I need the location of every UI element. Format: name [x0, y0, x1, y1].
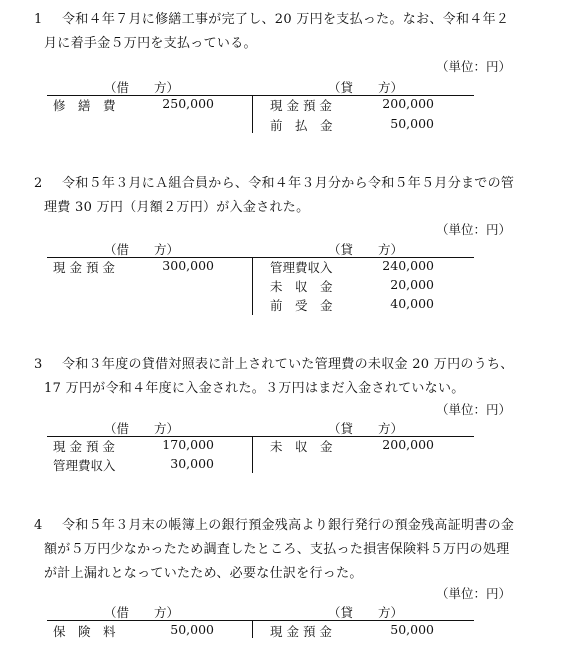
- question-number: 1: [34, 12, 43, 27]
- credit-amount: 200,000: [382, 437, 434, 452]
- debit-account: 現 金 預 金: [53, 439, 115, 454]
- question-line: 額が５万円少なかったため調査したところ、支払った損害保険料５万円の処理: [44, 542, 510, 557]
- question-line: 令和５年３月にＡ組合員から、令和４年３月分から令和５年５月分までの管: [62, 176, 515, 191]
- credit-amount: 20,000: [390, 277, 434, 292]
- question-line: が計上漏れとなっていたため、必要な仕訳を行った。: [44, 566, 363, 581]
- credit-header: （貸 方）: [328, 242, 404, 257]
- credit-header: （貸 方）: [328, 421, 404, 436]
- debit-amount: 170,000: [162, 437, 214, 452]
- debit-header: （借 方）: [104, 421, 180, 436]
- debit-account: 修 繕 費: [53, 98, 116, 113]
- debit-account: 管理費収入: [53, 458, 116, 473]
- question-number: 2: [34, 176, 43, 191]
- credit-amount: 40,000: [390, 296, 434, 311]
- credit-account: 現 金 預 金: [270, 98, 332, 113]
- ledger-divider: [252, 436, 253, 473]
- credit-amount: 200,000: [382, 96, 434, 111]
- debit-account: 保 険 料: [53, 624, 116, 639]
- question-number: 4: [34, 518, 43, 533]
- credit-header: （貸 方）: [328, 605, 404, 620]
- credit-amount: 240,000: [382, 258, 434, 273]
- credit-account: 前 受 金: [270, 298, 333, 313]
- question-line: 理費 30 万円（月額２万円）が入金された。: [44, 200, 310, 215]
- question-line: 17 万円が令和４年度に入金された。３万円はまだ入金されていない。: [44, 381, 465, 396]
- question-line: 令和３年度の貸借対照表に計上されていた管理費の未収金 20 万円のうち、: [62, 357, 514, 372]
- credit-account: 未 収 金: [270, 439, 333, 454]
- debit-amount: 250,000: [162, 96, 214, 111]
- credit-account: 前 払 金: [270, 118, 333, 133]
- unit-label: （単位：円）: [436, 59, 512, 74]
- question-line: 令和４年７月に修繕工事が完了し、20 万円を支払った。なお、令和４年２: [62, 12, 510, 27]
- ledger-divider: [252, 620, 253, 638]
- question-line: 月に着手金５万円を支払っている。: [44, 36, 257, 51]
- credit-account: 現 金 預 金: [270, 624, 332, 639]
- debit-amount: 30,000: [170, 456, 214, 471]
- unit-label: （単位：円）: [436, 586, 512, 601]
- debit-amount: 300,000: [162, 258, 214, 273]
- debit-account: 現 金 預 金: [53, 260, 115, 275]
- ledger-top-rule: [47, 620, 474, 621]
- question-number: 3: [34, 357, 43, 372]
- credit-account: 管理費収入: [270, 260, 333, 275]
- debit-header: （借 方）: [104, 80, 180, 95]
- debit-header: （借 方）: [104, 605, 180, 620]
- credit-amount: 50,000: [390, 116, 434, 131]
- credit-account: 未 収 金: [270, 279, 333, 294]
- unit-label: （単位：円）: [436, 222, 512, 237]
- ledger-divider: [252, 257, 253, 315]
- ledger-divider: [252, 95, 253, 133]
- debit-header: （借 方）: [104, 242, 180, 257]
- debit-amount: 50,000: [170, 622, 214, 637]
- credit-header: （貸 方）: [328, 80, 404, 95]
- credit-amount: 50,000: [390, 622, 434, 637]
- unit-label: （単位：円）: [436, 402, 512, 417]
- question-line: 令和５年３月末の帳簿上の銀行預金残高より銀行発行の預金残高証明書の金: [62, 518, 515, 533]
